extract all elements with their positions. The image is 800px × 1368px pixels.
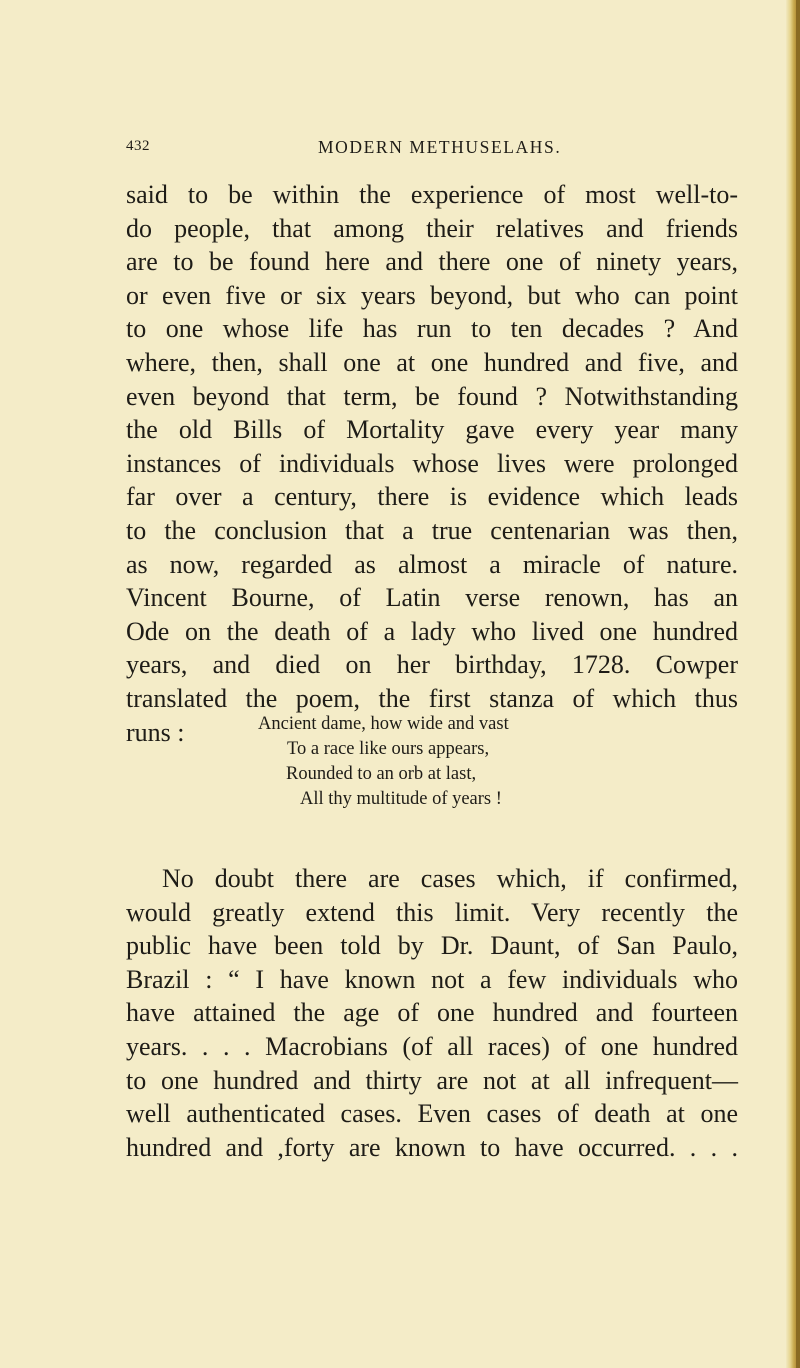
page-number: 432 xyxy=(126,138,150,154)
text-line: the old Bills of Mortality gave every year many xyxy=(126,415,738,445)
paragraph-2 xyxy=(126,862,738,1164)
text-line: translated the poem, the first stanza of which thus xyxy=(126,683,738,713)
text-line: to one whose life has run to ten decades ? And xyxy=(126,314,738,344)
text-line: Vincent Bourne, of Latin verse renown, has an xyxy=(126,583,738,613)
verse-line: To a race like ours appears, xyxy=(287,739,490,759)
text-line: even beyond that term, be found ? Notwithstanding xyxy=(126,381,738,411)
text-line: No doubt there are cases which, if confirmed, xyxy=(162,864,738,893)
verse-line: Rounded to an orb at last, xyxy=(286,764,477,784)
text-line: where, then, shall one at one hundred and five, and xyxy=(126,347,738,377)
text-line: Brazil : “ I have known not a few individuals who xyxy=(126,964,738,994)
text-line: instances of individuals whose lives were prolonged xyxy=(126,448,738,478)
text-line: public have been told by Dr. Daunt, of San Paulo, xyxy=(126,931,738,961)
text-line: years, and died on her birthday, 1728. Cowper xyxy=(126,650,738,680)
text-line: said to be within the experience of most well-to- xyxy=(126,180,738,209)
running-head: MODERN METHUSELAHS. xyxy=(318,137,562,157)
text-line: far over a century, there is evidence which leads xyxy=(126,482,738,512)
verse-line: Ancient dame, how wide and vast xyxy=(258,714,509,734)
page-header xyxy=(126,128,626,168)
text-line: runs : xyxy=(126,717,185,747)
text-line: have attained the age of one hundred and fourteen xyxy=(126,998,738,1028)
text-line: to one hundred and thirty are not at all infrequent— xyxy=(126,1065,738,1095)
text-line: as now, regarded as almost a miracle of nature. xyxy=(126,549,738,579)
paragraph-1 xyxy=(126,178,738,749)
text-line: or even five or six years beyond, but who can point xyxy=(126,280,738,310)
text-line: to the conclusion that a true centenarian was then, xyxy=(126,515,738,545)
text-line: years. . . . Macrobians (of all races) of one hundred xyxy=(126,1031,738,1061)
text-line: hundred and ,forty are known to have occurred. . . . xyxy=(126,1132,738,1162)
verse-line: All thy multitude of years ! xyxy=(300,789,502,809)
text-line: well authenticated cases. Even cases of death at one xyxy=(126,1099,738,1129)
text-line: Ode on the death of a lady who lived one hundred xyxy=(126,616,738,646)
text-line: are to be found here and there one of ninety years, xyxy=(126,247,738,277)
text-line: do people, that among their relatives and friends xyxy=(126,213,738,243)
text-line: would greatly extend this limit. Very recently the xyxy=(126,897,738,927)
page-edge xyxy=(786,0,800,1368)
